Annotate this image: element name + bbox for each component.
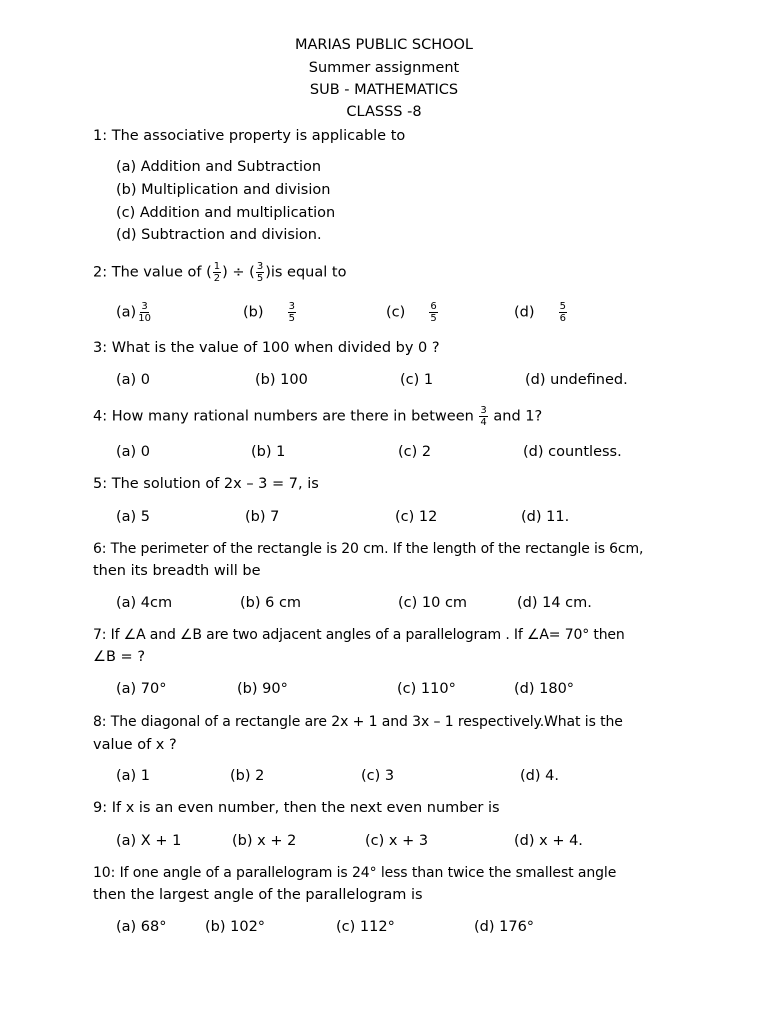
q4-option-d: (d) countless.	[523, 444, 622, 460]
q2-option-a-label: (a)	[116, 304, 137, 321]
q3-option-c: (c) 1	[400, 372, 434, 388]
assignment-title: Summer assignment	[308, 60, 460, 76]
question-7-line-1: 7: If ∠A and ∠B are two adjacent angles of a parallelogram . If ∠A= 70° then	[93, 627, 625, 643]
question-6-line-1: 6: The perimeter of the rectangle is 20 cm. If the length of the rectangle is 6cm,	[93, 541, 644, 557]
school-name: MARIAS PUBLIC SCHOOL	[294, 37, 474, 53]
q8-option-a: (a) 1	[116, 768, 151, 784]
question-10-line-2: then the largest angle of the parallelogram is	[93, 887, 423, 903]
q2-option-a-numerator: 3	[141, 301, 148, 312]
q1-option-d: (d) Subtraction and division.	[116, 227, 322, 243]
q7-option-a: (a) 70°	[116, 681, 167, 697]
q7-option-d: (d) 180°	[514, 681, 575, 697]
q3-option-a: (a) 0	[116, 372, 151, 388]
q2-fraction-1-denominator: 2	[213, 273, 221, 284]
q6-option-b: (b) 6 cm	[240, 595, 302, 611]
q4-fraction-numerator: 3	[480, 405, 487, 416]
q4-fraction	[479, 405, 487, 428]
q10-option-c: (c) 112°	[336, 919, 395, 935]
question-10-line-1: 10: If one angle of a parallelogram is 24° less than twice the smallest angle	[93, 865, 617, 881]
q2-option-d-denominator: 6	[559, 313, 566, 324]
q4-prefix: 4: How many rational numbers are there in between	[93, 408, 474, 425]
q2-option-b-fraction	[288, 301, 296, 324]
q2-option-b	[243, 301, 297, 324]
q2-option-b-numerator: 3	[288, 301, 295, 312]
q2-option-c	[386, 301, 439, 324]
q4-option-b: (b) 1	[251, 444, 286, 460]
q3-option-b: (b) 100	[255, 372, 308, 388]
q4-fraction-denominator: 4	[480, 417, 487, 428]
q2-fraction-2-numerator: 3	[256, 261, 264, 272]
question-2	[93, 261, 346, 284]
q2-option-d-numerator: 5	[559, 301, 566, 312]
q2-fraction-2	[256, 261, 264, 284]
question-9: 9: If x is an even number, then the next even number is	[93, 800, 500, 816]
q2-middle: ) ÷ (	[222, 264, 255, 281]
class-title: CLASSS -8	[346, 104, 422, 120]
q2-fraction-1-numerator: 1	[213, 261, 221, 272]
q2-option-a	[116, 301, 153, 324]
q3-option-d: (d) undefined.	[525, 372, 628, 388]
question-7-line-2: ∠B = ?	[93, 649, 146, 665]
q2-option-d-fraction	[559, 301, 567, 324]
q9-option-b: (b) x + 2	[232, 833, 297, 849]
question-5: 5: The solution of 2x – 3 = 7, is	[93, 476, 319, 492]
q9-option-d: (d) x + 4.	[514, 833, 583, 849]
q2-option-c-numerator: 6	[430, 301, 437, 312]
question-3: 3: What is the value of 100 when divided by 0 ?	[93, 340, 440, 356]
q5-option-b: (b) 7	[245, 509, 280, 525]
q1-option-c: (c) Addition and multiplication	[116, 205, 336, 221]
q2-option-a-denominator: 10	[138, 313, 151, 324]
q2-option-a-fraction	[137, 301, 152, 324]
q2-option-b-denominator: 5	[288, 313, 295, 324]
question-4	[93, 405, 542, 428]
q6-option-d: (d) 14 cm.	[517, 595, 592, 611]
q8-option-c: (c) 3	[361, 768, 395, 784]
q10-option-b: (b) 102°	[205, 919, 266, 935]
q5-option-a: (a) 5	[116, 509, 151, 525]
q6-option-a: (a) 4cm	[116, 595, 173, 611]
q2-option-c-label: (c)	[386, 304, 406, 321]
q4-option-c: (c) 2	[398, 444, 432, 460]
q2-option-d	[514, 301, 568, 324]
q10-option-d: (d) 176°	[474, 919, 535, 935]
q7-option-b: (b) 90°	[237, 681, 288, 697]
q2-fraction-2-denominator: 5	[256, 273, 264, 284]
q9-option-c: (c) x + 3	[365, 833, 429, 849]
q8-option-d: (d) 4.	[520, 768, 559, 784]
q5-option-c: (c) 12	[395, 509, 438, 525]
q2-option-b-label: (b)	[243, 304, 264, 321]
q5-option-d: (d) 11.	[521, 509, 570, 525]
q1-option-b: (b) Multiplication and division	[116, 182, 331, 198]
q10-option-a: (a) 68°	[116, 919, 167, 935]
q9-option-a: (a) X + 1	[116, 833, 182, 849]
q2-option-c-fraction	[429, 301, 437, 324]
q8-option-b: (b) 2	[230, 768, 265, 784]
q4-suffix: and 1?	[493, 408, 543, 425]
q7-option-c: (c) 110°	[397, 681, 456, 697]
q2-option-d-label: (d)	[514, 304, 535, 321]
q2-option-c-denominator: 5	[430, 313, 437, 324]
q2-fraction-1	[213, 261, 221, 284]
q6-option-c: (c) 10 cm	[398, 595, 468, 611]
q4-option-a: (a) 0	[116, 444, 151, 460]
subject-title: SUB - MATHEMATICS	[309, 82, 459, 98]
q2-prefix: 2: The value of (	[93, 264, 212, 281]
question-8-line-1: 8: The diagonal of a rectangle are 2x + 1 and 3x – 1 respectively.What is the	[93, 714, 623, 730]
q1-option-a: (a) Addition and Subtraction	[116, 159, 322, 175]
question-1: 1: The associative property is applicable to	[93, 128, 406, 144]
q2-suffix: )is equal to	[265, 264, 347, 281]
question-8-line-2: value of x ?	[93, 737, 177, 753]
question-6-line-2: then its breadth will be	[93, 563, 261, 579]
